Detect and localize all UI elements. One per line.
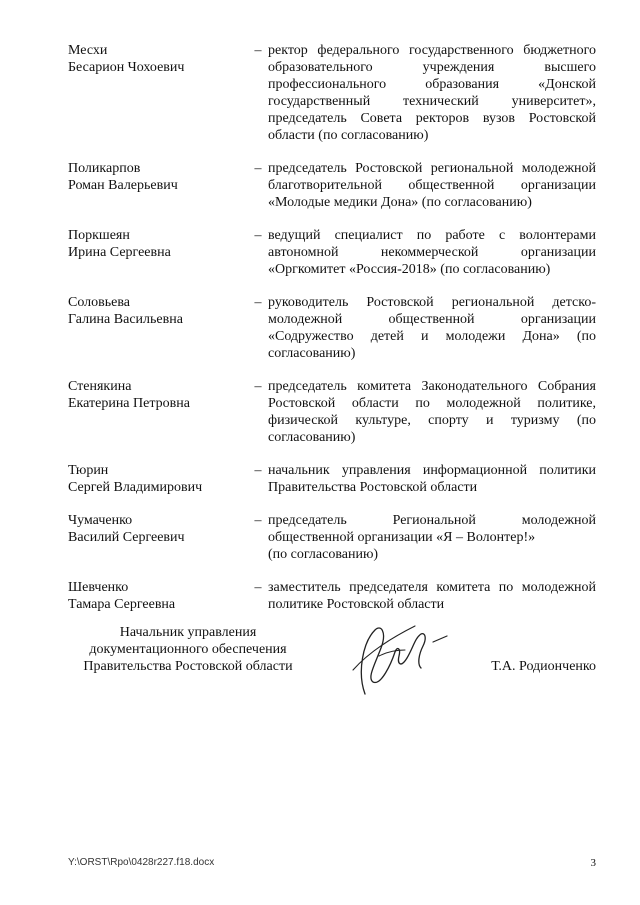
- member-row: [68, 462, 596, 496]
- signature-title-line: Начальник управления: [119, 625, 257, 640]
- member-name: [68, 227, 248, 278]
- member-role: [268, 378, 596, 446]
- member-row: [68, 378, 596, 446]
- member-given-name: Бесарион Чохоевич: [68, 60, 185, 75]
- member-role-text: заместитель председателя комитета по молодежной политике Ростовской области: [268, 580, 596, 612]
- dash-separator: –: [254, 580, 262, 595]
- member-row: [68, 42, 596, 144]
- member-role: [268, 160, 596, 211]
- signature-title-line: Правительства Ростовской области: [83, 659, 293, 674]
- member-row: [68, 512, 596, 563]
- member-name: [68, 462, 248, 496]
- member-given-name: Роман Валерьевич: [68, 178, 178, 193]
- member-role-text: председатель комитета Законодательного Собрания Ростовской области по молодежной политике, физической культуре, спорту и туризму (по согласованию): [268, 379, 596, 445]
- member-name: [68, 294, 248, 362]
- member-role: [268, 294, 596, 362]
- member-surname: Шевченко: [68, 580, 129, 595]
- member-row: [68, 579, 596, 613]
- member-surname: Поркшеян: [68, 228, 130, 243]
- member-surname: Стенякина: [68, 379, 132, 394]
- member-role: [268, 512, 596, 563]
- dash-separator: –: [254, 379, 262, 394]
- member-name: [68, 42, 248, 144]
- member-name: [68, 378, 248, 446]
- member-given-name: Василий Сергеевич: [68, 530, 185, 545]
- dash-separator: –: [254, 228, 262, 243]
- member-surname: Поликарпов: [68, 161, 141, 176]
- member-given-name: Ирина Сергеевна: [68, 245, 171, 260]
- member-given-name: Екатерина Петровна: [68, 396, 190, 411]
- member-surname: Соловьева: [68, 295, 130, 310]
- member-given-name: Сергей Владимирович: [68, 480, 203, 495]
- signer-name: Т.А. Родионченко: [491, 659, 596, 674]
- member-row: [68, 227, 596, 278]
- footer-file-path: Y:\ORST\Rpo\0428r227.f18.docx: [68, 857, 215, 868]
- signature-title-line: документационного обеспечения: [89, 642, 287, 657]
- member-role-text: руководитель Ростовской региональной детско-молодежной общественной организации «Содружество детей и молодежи Дона» (по согласованию): [268, 295, 596, 361]
- member-row: [68, 294, 596, 362]
- dash-separator: –: [254, 513, 262, 528]
- member-role-text: (по согласованию): [268, 547, 379, 562]
- dash-separator: –: [254, 463, 262, 478]
- member-role-text: ректор федерального государственного бюджетного образовательного учреждения высшего профессионального образования «Донской государственный технический университет», председатель Совета ректоров вузов Ростовской области (по согласованию): [268, 43, 596, 143]
- member-name: [68, 160, 248, 211]
- member-given-name: Галина Васильевна: [68, 312, 183, 327]
- dash-separator: –: [254, 43, 262, 58]
- members-list: [68, 42, 596, 629]
- dash-separator: –: [254, 295, 262, 310]
- page-number: 3: [590, 857, 596, 869]
- member-role-text: начальник управления информационной политики Правительства Ростовской области: [268, 463, 596, 495]
- member-name: [68, 512, 248, 563]
- member-role: [268, 462, 596, 496]
- signature-title-block: [68, 624, 308, 675]
- member-surname: Месхи: [68, 43, 108, 58]
- member-role: [268, 227, 596, 278]
- member-surname: Тюрин: [68, 463, 109, 478]
- member-role: [268, 579, 596, 613]
- member-role-text: председатель Ростовской региональной молодежной благотворительной общественной организации «Молодые медики Дона» (по согласованию): [268, 161, 596, 210]
- member-row: [68, 160, 596, 211]
- member-given-name: Тамара Сергеевна: [68, 597, 176, 612]
- handwritten-signature: [335, 612, 455, 702]
- member-role-text: ведущий специалист по работе с волонтерами автономной некоммерческой организации «Оргкомитет «Россия-2018» (по согласованию): [268, 228, 596, 277]
- dash-separator: –: [254, 161, 262, 176]
- member-role: [268, 42, 596, 144]
- member-role-text: председатель Региональной молодежной общественной организации «Я – Волонтер!»: [268, 513, 596, 545]
- member-surname: Чумаченко: [68, 513, 133, 528]
- member-name: [68, 579, 248, 613]
